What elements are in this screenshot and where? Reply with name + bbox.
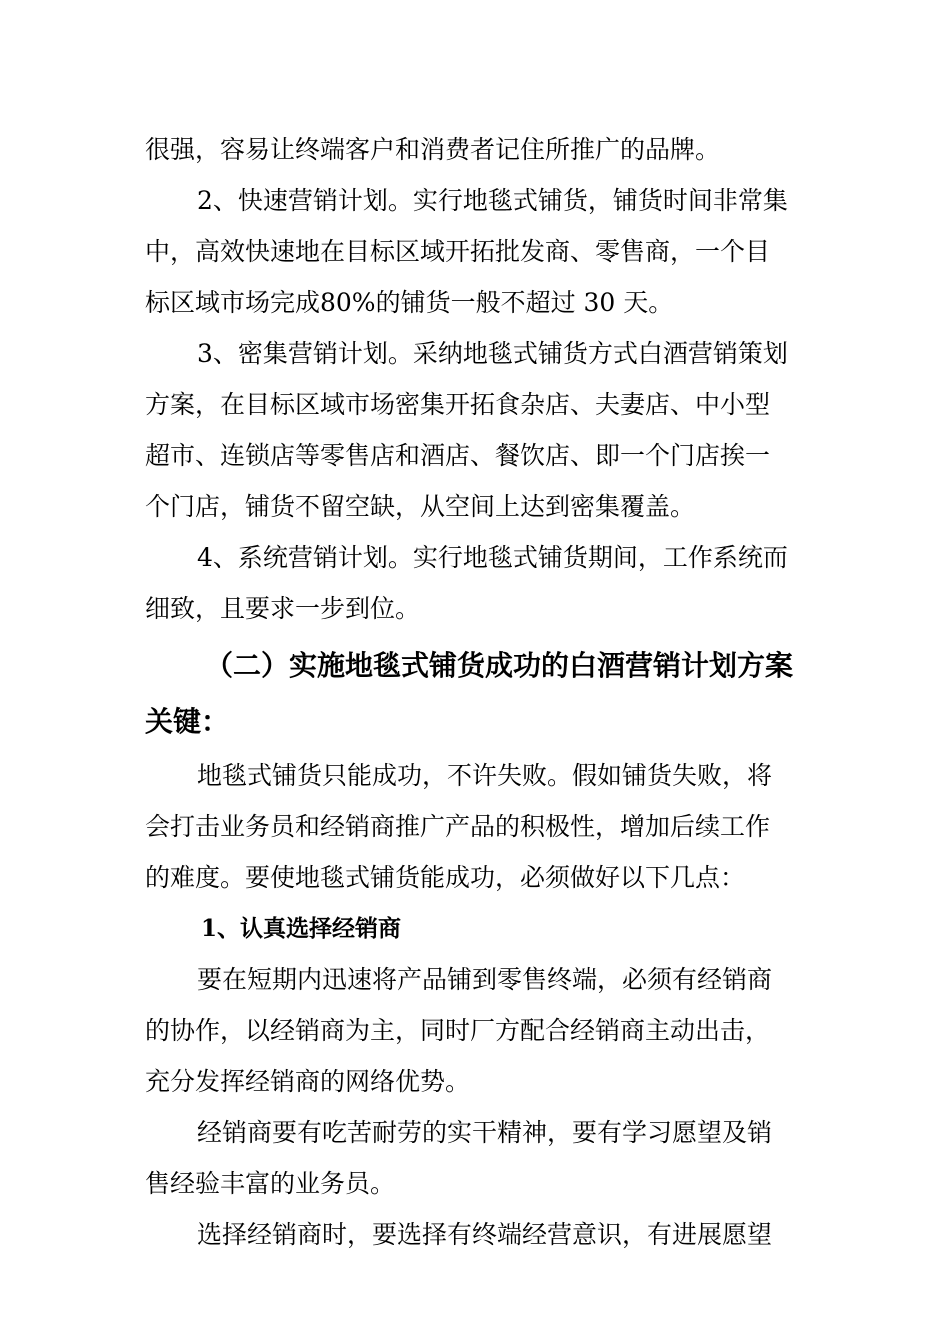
section-heading-line: 关键： [145,705,230,738]
paragraph-line: 个门店，铺货不留空缺，从空间上达到密集覆盖。 [145,492,696,521]
paragraph-line: 标区域市场完成80%的铺货一般不超过 30 天。 [145,288,674,317]
subsection-heading: 1、认真选择经销商 [201,915,402,942]
section-heading-line: （二）实施地毯式铺货成功的白酒营销计划方案 [205,649,794,682]
section-heading [145,638,810,750]
paragraph-line: 售经验丰富的业务员。 [145,1169,396,1198]
paragraph-line: 4、系统营销计划。实行地毯式铺货期间，工作系统而 [197,543,788,572]
paragraph-distributor-selection [145,1209,810,1260]
paragraph-line: 中，高效快速地在目标区域开拓批发商、零售商，一个目 [145,237,771,266]
paragraph-distributor-cooperation [145,954,810,1107]
paragraph-line: 地毯式铺货只能成功，不许失败。假如铺货失败，将 [197,761,773,790]
paragraph-line: 3、密集营销计划。采纳地毯式铺货方式白酒营销策划 [197,339,788,368]
paragraph-line: 2、快速营销计划。实行地毯式铺货，铺货时间非常集 [197,186,788,215]
paragraph-line: 会打击业务员和经销商推广产品的积极性，增加后续工作 [145,812,771,841]
paragraph-line: 细致，且要求一步到位。 [145,594,421,623]
paragraph-line: 超市、连锁店等零售店和酒店、餐饮店、即一个门店挨一 [145,441,771,470]
paragraph-system-marketing [145,532,810,634]
paragraph-line: 的协作，以经销商为主，同时厂方配合经销商主动出击， [145,1016,771,1045]
paragraph-fast-marketing [145,175,810,328]
paragraph-line: 选择经销商时，要选择有终端经营意识，有进展愿望 [197,1220,773,1249]
paragraph-dense-marketing [145,328,810,532]
paragraph-line: 的难度。要使地毯式铺货能成功，必须做好以下几点： [145,863,746,892]
paragraph-continuation: 很强，容易让终端客户和消费者记住所推广的品牌。 [145,135,721,164]
document-page [145,124,810,1260]
paragraph-line: 方案，在目标区域市场密集开拓食杂店、夫妻店、中小型 [145,390,771,419]
paragraph-line: 充分发挥经销商的网络优势。 [145,1067,471,1096]
paragraph-line: 经销商要有吃苦耐劳的实干精神，要有学习愿望及销 [197,1118,773,1147]
paragraph-line: 要在短期内迅速将产品铺到零售终端，必须有经销商 [197,965,773,994]
paragraph-distributor-requirements [145,1107,810,1209]
paragraph-intro [145,750,810,903]
